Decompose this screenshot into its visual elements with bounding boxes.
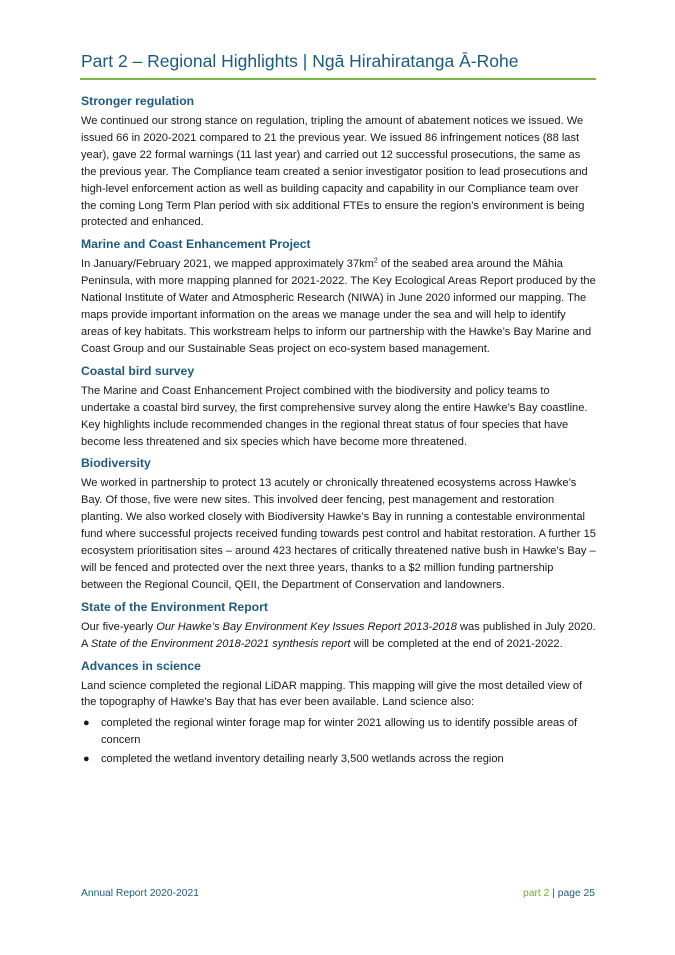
section-heading: Marine and Coast Enhancement Project — [81, 237, 311, 252]
paragraph-text: In January/February 2021, we mapped approximately 37km — [81, 258, 374, 271]
footer-page-number: page 25 — [557, 888, 595, 899]
section-heading: Biodiversity — [81, 456, 151, 471]
report-title: Our Hawke’s Bay Environment Key Issues Report 2013-2018 — [156, 620, 457, 633]
content-body — [81, 92, 596, 770]
bullet-icon: ● — [83, 753, 90, 766]
section-paragraph: We continued our strong stance on regulation, tripling the amount of abatement notices we issued. We issued 66 in 2020-2021 compared to 21 the previous year. We issued 86 infringement notices (88 last year), gave 22 formal warnings (11 last year) and carried out 12 successful prosecutions, the same as the previous year. The Compliance team created a senior investigator position to lead prosecutions and high-level enforcement action as well as building capacity and capability in our Compliance team over the coming Long Term Plan period with six additional FTEs to ensure the region’s environment is being protected and enhanced. — [81, 115, 588, 229]
paragraph-text: was published in July 2020. A — [81, 620, 596, 650]
section-state-of-environment — [81, 598, 596, 653]
bullet-icon: ● — [83, 717, 90, 730]
section-coastal-bird-survey — [81, 362, 596, 451]
section-heading: Stronger regulation — [81, 94, 195, 108]
list-item — [81, 715, 596, 749]
bullet-list — [81, 715, 596, 768]
section-paragraph — [81, 619, 596, 653]
report-title: State of the Environment 2018-2021 synthesis report — [90, 637, 351, 650]
section-paragraph: Land science completed the regional LiDAR mapping. This mapping will give the most detailed view of the topography of Hawke's Bay that has ever been available. Land science also: — [81, 679, 583, 709]
paragraph-text: of the seabed area around the Māhia Peninsula, with more mapping planned for 2021-2022. The Key Ecological Areas Report produced by the National Institute of Water and Atmospheric Research (NIWA) in June 2020 informed our mapping. The maps provide important information on the areas we manage under the sea and will help to identify areas of key habitats. This workstream helps to inform our partnership with the Hawke’s Bay Marine and Coast Group and our Sustainable Seas project on eco-system based management. — [81, 258, 596, 355]
page-title: Part 2 – Regional Highlights | Ngā Hirahiratanga Ā-Rohe — [81, 51, 519, 71]
section-biodiversity — [81, 454, 596, 593]
footer-page-info — [523, 888, 595, 899]
footer-report-name: Annual Report 2020-2021 — [81, 888, 199, 899]
section-heading: State of the Environment Report — [81, 599, 268, 614]
section-stronger-regulation — [81, 92, 596, 231]
footer-part: part 2 — [522, 888, 550, 899]
list-item-text: completed the wetland inventory detailing nearly 3,500 wetlands across the region — [101, 753, 504, 766]
section-heading: Coastal bird survey — [81, 363, 195, 378]
paragraph-text: will be completed at the end of 2021-2022. — [350, 637, 563, 650]
title-underline — [80, 78, 596, 80]
superscript: 2 — [373, 257, 378, 265]
footer-separator: | — [552, 888, 555, 899]
list-item-text: completed the regional winter forage map for winter 2021 allowing us to identify possible areas of concern — [101, 717, 578, 747]
section-advances-in-science — [81, 657, 596, 769]
section-heading: Advances in science — [81, 658, 201, 673]
section-paragraph — [81, 256, 596, 357]
section-marine-coast — [81, 235, 596, 357]
paragraph-text: Our five-yearly — [81, 620, 157, 633]
list-item — [81, 751, 596, 768]
section-paragraph: The Marine and Coast Enhancement Project combined with the biodiversity and policy teams to undertake a coastal bird survey, the first comprehensive survey along the entire Hawke’s Bay coastline. Key highlights include recommended changes in the regional threat status of four species that have become less threatened and six species which have become more threatened. — [81, 384, 588, 448]
section-paragraph: We worked in partnership to protect 13 acutely or chronically threatened ecosystems across Hawke’s Bay. Of those, five were new sites. This involved deer fencing, pest management and restoration planting. We also worked closely with Biodiversity Hawke’s Bay in running a contestable environmental fund where successful projects received funding towards pest control and habitat restoration. A further 15 ecosystem prioritisation sites – around 423 hectares of critically threatened native bush in Hawke’s Bay – will be fenced and protected over the next three years, thanks to a $2 million funding partnership between the Regional Council, QEII, the Department of Conservation and landowners. — [81, 477, 596, 591]
